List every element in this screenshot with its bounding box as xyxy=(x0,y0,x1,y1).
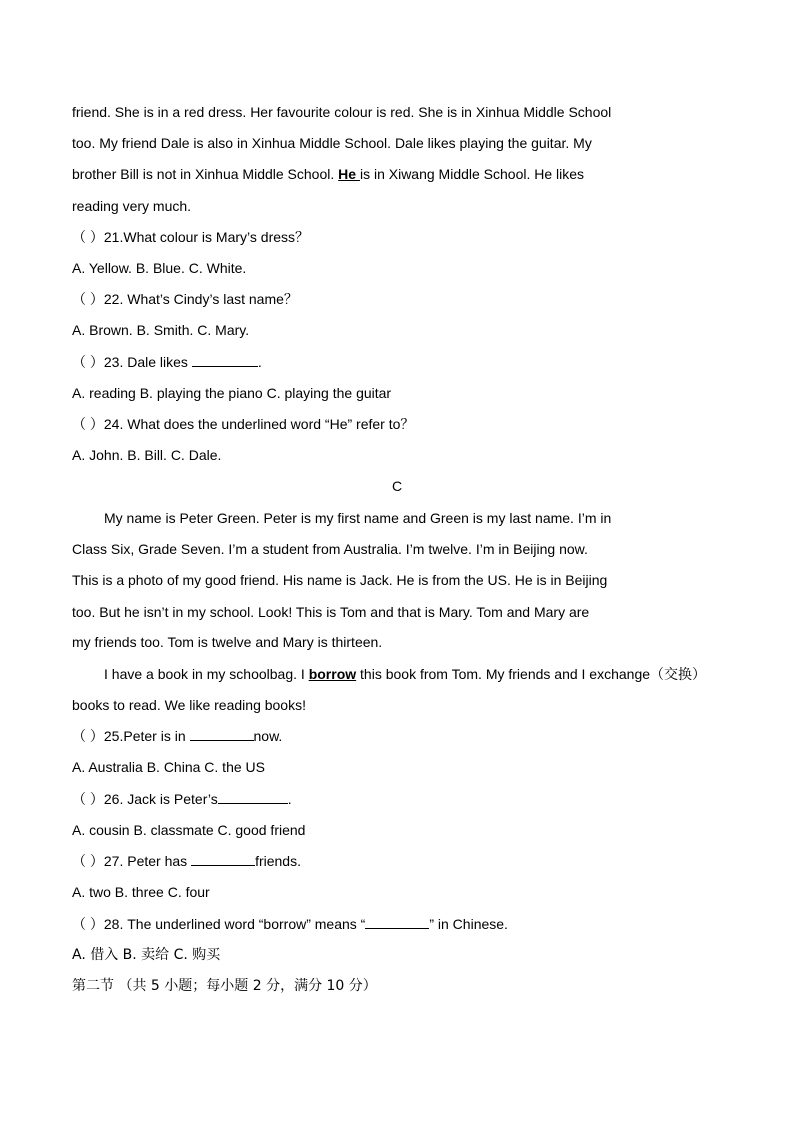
underlined-word-borrow: borrow xyxy=(308,666,357,682)
passage-b-line-3-post: is in Xiwang Middle School. He likes xyxy=(359,166,585,182)
passage-c-line-4: too. But he isn’t in my school. Look! This is Tom and that is Mary. Tom and Mary are xyxy=(72,604,590,620)
question-25 xyxy=(72,726,754,748)
question-27-post: friends. xyxy=(255,853,301,869)
question-21-options: A. Yellow. B. Blue. C. White. xyxy=(72,260,247,276)
passage-c-line-5: my friends too. Tom is twelve and Mary is thirteen. xyxy=(72,634,383,650)
answer-blank xyxy=(218,789,288,804)
question-26-pre: （ ）26. Jack is Peter’s xyxy=(72,791,218,807)
passage-b-line-1: friend. She is in a red dress. Her favourite colour is red. She is in Xinhua Middle School xyxy=(72,104,612,120)
passage-c-line-6-pre: I have a book in my schoolbag. I xyxy=(104,666,309,682)
question-25-pre: （ ）25.Peter is in xyxy=(72,728,190,744)
section-c-heading: C xyxy=(391,478,403,494)
question-28-post: ” in Chinese. xyxy=(429,916,508,932)
passage-b-line-3-pre: brother Bill is not in Xinhua Middle School. xyxy=(72,166,339,182)
question-27 xyxy=(72,851,754,873)
answer-blank xyxy=(190,726,254,741)
question-28-pre: （ ）28. The underlined word “borrow” means “ xyxy=(72,916,366,932)
question-23-post: . xyxy=(257,354,262,370)
passage-c-line-6-post: this book from Tom. My friends and I exchange（交换） xyxy=(356,666,707,682)
passage-c-line-1: My name is Peter Green. Peter is my first name and Green is my last name. I’m in xyxy=(104,510,612,526)
question-22-options: A. Brown. B. Smith. C. Mary. xyxy=(72,322,250,338)
question-24: （ ）24. What does the underlined word “He” refer to？ xyxy=(72,416,415,432)
passage-c-line-3: This is a photo of my good friend. His name is Jack. He is from the US. He is in Beijing xyxy=(72,572,608,588)
answer-blank xyxy=(365,914,429,929)
question-24-options: A. John. B. Bill. C. Dale. xyxy=(72,447,222,463)
question-28-options: A. 借入 B. 卖给 C. 购买 xyxy=(72,947,221,963)
question-26-post: . xyxy=(287,791,292,807)
question-23 xyxy=(72,352,754,374)
passage-c-line-6 xyxy=(72,664,774,686)
question-22: （ ）22. What’s Cindy’s last name？ xyxy=(72,291,298,307)
section-two-heading: 第二节 （共 5 小题；每小题 2 分，满分 10 分） xyxy=(72,978,377,994)
question-26-options: A. cousin B. classmate C. good friend xyxy=(72,822,306,838)
question-27-options: A. two B. three C. four xyxy=(72,884,210,900)
passage-b-line-4: reading very much. xyxy=(72,198,192,214)
question-21: （ ）21.What colour is Mary’s dress？ xyxy=(72,229,310,245)
underlined-word-he: He xyxy=(338,166,360,182)
passage-c-line-2: Class Six, Grade Seven. I’m a student from Australia. I’m twelve. I’m in Beijing now. xyxy=(72,541,588,557)
question-28 xyxy=(72,914,754,936)
passage-b-line-2: too. My friend Dale is also in Xinhua Middle School. Dale likes playing the guitar. My xyxy=(72,135,592,151)
passage-c-line-7: books to read. We like reading books! xyxy=(72,697,306,713)
question-23-options: A. reading B. playing the piano C. playing the guitar xyxy=(72,385,392,401)
answer-blank xyxy=(191,851,255,866)
answer-blank xyxy=(192,352,258,367)
question-25-post: now. xyxy=(253,728,283,744)
passage-b-line-3 xyxy=(72,164,754,186)
question-27-pre: （ ）27. Peter has xyxy=(72,853,192,869)
question-25-options: A. Australia B. China C. the US xyxy=(72,759,265,775)
question-23-pre: （ ）23. Dale likes xyxy=(72,354,192,370)
question-26 xyxy=(72,789,754,811)
